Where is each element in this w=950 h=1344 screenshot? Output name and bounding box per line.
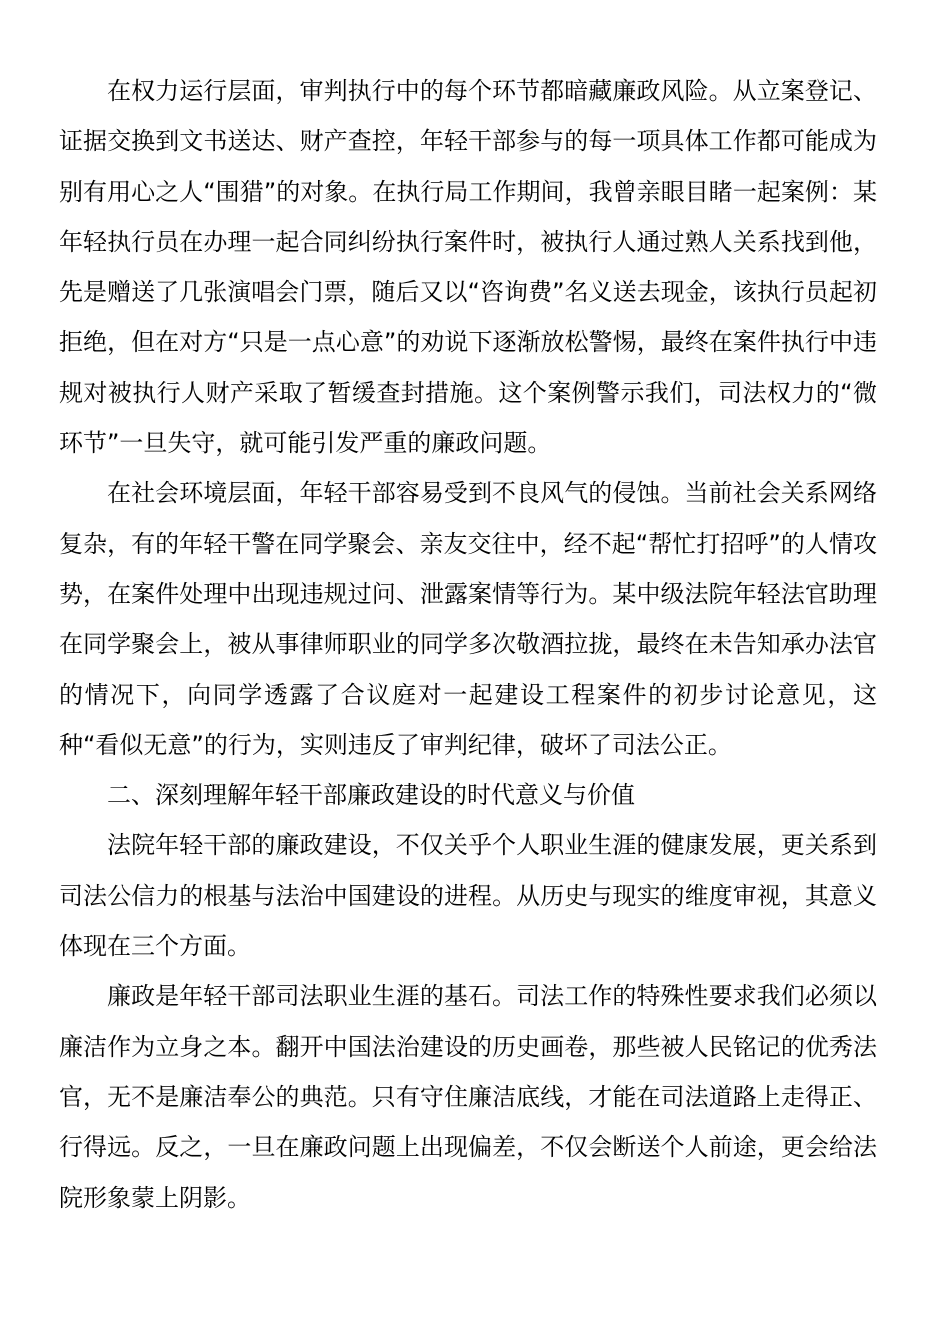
section-heading: 二、深刻理解年轻干部廉政建设的时代意义与价值 (107, 781, 635, 810)
document-body (59, 66, 877, 1223)
paragraph-significance-intro: 法院年轻干部的廉政建设，不仅关乎个人职业生涯的健康发展，更关系到司法公信力的根基与法治中国建设的进程。从历史与现实的维度审视，其意义体现在三个方面。 (59, 831, 877, 961)
paragraph-integrity-cornerstone: 廉政是年轻干部司法职业生涯的基石。司法工作的特殊性要求我们必须以廉洁作为立身之本。翻开中国法治建设的历史画卷，那些被人民铭记的优秀法官，无不是廉洁奉公的典范。只有守住廉洁底线，才能在司法道路上走得正、行得远。反之，一旦在廉政问题上出现偏差，不仅会断送个人前途，更会给法院形象蒙上阴影。 (59, 982, 877, 1212)
paragraph-power-operation: 在权力运行层面，审判执行中的每个环节都暗藏廉政风险。从立案登记、证据交换到文书送达、财产查控，年轻干部参与的每一项具体工作都可能成为别有用心之人“围猎”的对象。在执行局工作期间，我曾亲眼目睹一起案例：某年轻执行员在办理一起合同纠纷执行案件时，被执行人通过熟人关系找到他，先是赠送了几张演唱会门票，随后又以“咨询费”名义送去现金，该执行员起初拒绝，但在对方“只是一点心意”的劝说下逐渐放松警惕，最终在案件执行中违规对被执行人财产采取了暂缓查封措施。这个案例警示我们，司法权力的“微环节”一旦失守，就可能引发严重的廉政问题。 (59, 77, 877, 458)
paragraph-social-environment: 在社会环境层面，年轻干部容易受到不良风气的侵蚀。当前社会关系网络复杂，有的年轻干警在同学聚会、亲友交往中，经不起“帮忙打招呼”的人情攻势，在案件处理中出现违规过问、泄露案情等行为。某中级法院年轻法官助理在同学聚会上，被从事律师职业的同学多次敬酒拉拢，最终在未告知承办法官的情况下，向同学透露了合议庭对一起建设工程案件的初步讨论意见，这种“看似无意”的行为，实则违反了审判纪律，破坏了司法公正。 (59, 479, 877, 759)
